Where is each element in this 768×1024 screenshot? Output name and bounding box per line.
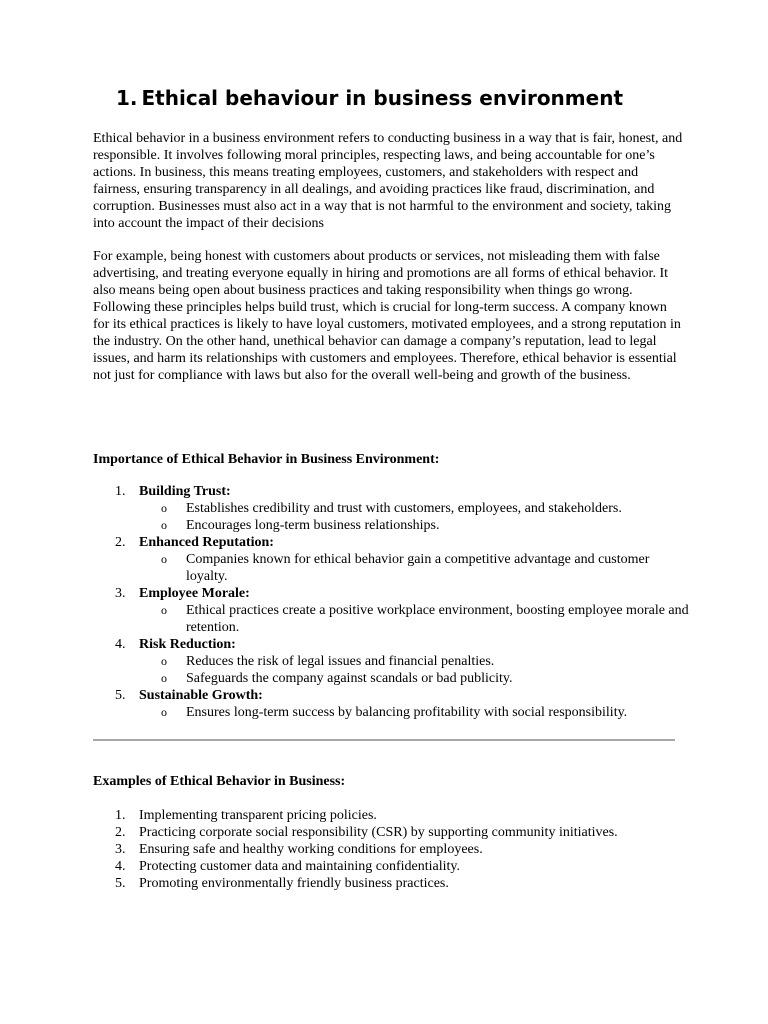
list-item: [93, 534, 693, 551]
list-item: [93, 687, 693, 704]
examples-list: [93, 807, 693, 892]
sub-item-text: Safeguards the company against scandals or bad publicity.: [186, 671, 513, 686]
item-number: 3.: [115, 586, 126, 601]
importance-heading: Importance of Ethical Behavior in Business Environment:: [93, 452, 440, 467]
item-number: 4.: [115, 637, 126, 652]
list-item: [93, 841, 693, 858]
item-number: 1.: [115, 484, 126, 499]
bullet-icon: o: [161, 501, 167, 515]
item-number: 5.: [115, 688, 126, 703]
item-text: Implementing transparent pricing policies.: [139, 808, 377, 823]
bullet-icon: o: [161, 705, 167, 719]
list-item: [93, 858, 693, 875]
bullet-icon: o: [161, 518, 167, 532]
sub-item: [93, 653, 693, 670]
item-label: Building Trust:: [139, 484, 231, 499]
bullet-icon: o: [161, 603, 167, 617]
item-number: 4.: [115, 859, 126, 874]
sub-item-text: Encourages long-term business relationships.: [186, 518, 440, 533]
sub-item-text: Companies known for ethical behavior gain a competitive advantage and customer loyalty.: [186, 552, 650, 584]
bullet-icon: o: [161, 671, 167, 685]
horizontal-divider: [93, 739, 675, 741]
item-number: 2.: [115, 825, 126, 840]
item-number: 3.: [115, 842, 126, 857]
list-item: [93, 483, 693, 500]
bullet-icon: o: [161, 654, 167, 668]
sub-item-text: Reduces the risk of legal issues and financial penalties.: [186, 654, 495, 669]
item-number: 5.: [115, 876, 126, 891]
item-text: Protecting customer data and maintaining confidentiality.: [139, 859, 461, 874]
bullet-icon: o: [161, 552, 167, 566]
sub-item: [93, 704, 693, 721]
list-item: [93, 585, 693, 602]
list-item: [93, 824, 693, 841]
sub-item-text: Ethical practices create a positive workplace environment, boosting employee morale and retention.: [186, 603, 689, 635]
list-item: [93, 636, 693, 653]
item-text: Ensuring safe and healthy working conditions for employees.: [139, 842, 483, 857]
sub-item: [93, 602, 693, 636]
page-title: [116, 84, 623, 112]
list-item: [93, 807, 693, 824]
item-text: Promoting environmentally friendly business practices.: [139, 876, 449, 891]
importance-list: [93, 483, 693, 721]
item-number: 1.: [115, 808, 126, 823]
sub-item: [93, 517, 693, 534]
sub-item: [93, 551, 693, 585]
sub-item: [93, 500, 693, 517]
item-text: Practicing corporate social responsibility (CSR) by supporting community initiatives.: [139, 825, 618, 840]
list-item: [93, 875, 693, 892]
item-label: Sustainable Growth:: [139, 688, 263, 703]
sub-item-text: Ensures long-term success by balancing profitability with social responsibility.: [186, 705, 628, 720]
item-label: Employee Morale:: [139, 586, 250, 601]
item-number: 2.: [115, 535, 126, 550]
title-number: 1.: [116, 86, 138, 110]
title-text: Ethical behaviour in business environment: [141, 86, 623, 110]
sub-item: [93, 670, 693, 687]
paragraph-definition: Ethical behavior in a business environment refers to conducting business in a way that is fair, honest, and responsible. It involves following moral principles, respecting laws, and being accountable for one’s actions. In business, this means treating employees, customers, and stakeholders with respect and fairness, ensuring transparency in all dealings, and avoiding practices like fraud, discrimination, and corruption. Businesses must also act in a way that is not harmful to the environment and society, taking into account the impact of their decisions: [93, 131, 683, 231]
paragraph-example: For example, being honest with customers about products or services, not misleading them with false advertising, and treating everyone equally in hiring and promotions are all forms of ethical behavior. It also means being open about business practices and taking responsibility when things go wrong. Following these principles helps build trust, which is crucial for long-term success. A company known for its ethical practices is likely to have loyal customers, motivated employees, and a strong reputation in the industry. On the other hand, unethical behavior can damage a company’s reputation, lead to legal issues, and harm its relationships with customers and employees. Therefore, ethical behavior is essential not just for compliance with laws but also for the overall well-being and growth of the business.: [93, 249, 681, 383]
sub-item-text: Establishes credibility and trust with customers, employees, and stakeholders.: [186, 501, 622, 516]
item-label: Risk Reduction:: [139, 637, 236, 652]
examples-heading: Examples of Ethical Behavior in Business:: [93, 774, 346, 789]
item-label: Enhanced Reputation:: [139, 535, 274, 550]
